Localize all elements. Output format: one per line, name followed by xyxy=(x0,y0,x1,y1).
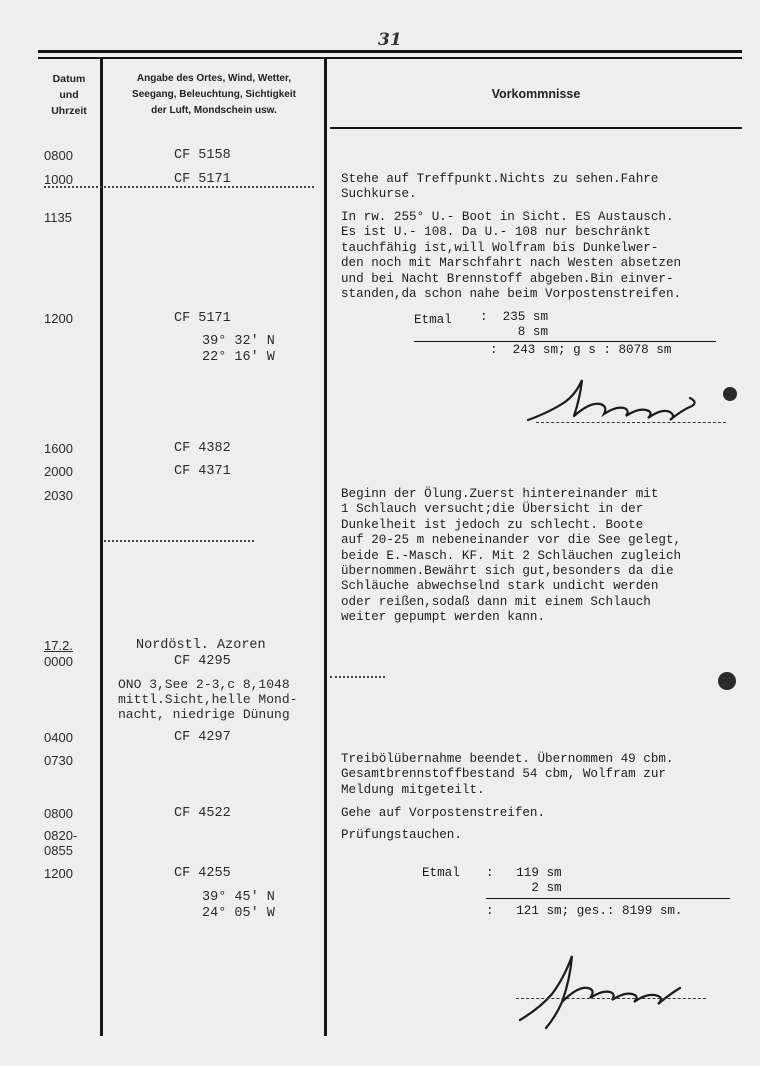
header-location-line: der Luft, Mondschein usw. xyxy=(151,105,277,116)
location-1200b: CF 4255 xyxy=(174,866,231,881)
top-rule xyxy=(38,50,742,53)
time-1600: 1600 xyxy=(44,441,73,456)
header-date-line: Uhrzeit xyxy=(51,105,87,117)
location-region: Nordöstl. Azoren xyxy=(136,638,266,653)
header-events: Vorkommnisse xyxy=(491,87,581,101)
location-0800: CF 5158 xyxy=(174,148,231,163)
event-line: übernommen.Bewährt sich gut,besonders da die xyxy=(341,564,674,579)
etmal2-line-1: : 119 sm xyxy=(486,866,562,880)
location-1200b-lat: 39° 45' N xyxy=(202,890,275,905)
etmal-label: Etmal xyxy=(414,313,452,327)
event-line: oder reißen,sodaß dann mit einem Schlauch xyxy=(341,594,651,609)
header-date xyxy=(38,71,100,119)
event-line: Stehe auf Treffpunkt.Nichts zu sehen.Fahre xyxy=(341,172,659,186)
event-line: Treibölübernahme beendet. Übernommen 49 cbm. xyxy=(341,752,674,766)
location-1000: CF 5171 xyxy=(174,172,231,187)
etmal-line-2: 8 sm xyxy=(480,325,549,339)
location-1200: CF 5171 xyxy=(174,311,231,326)
time-1000: 1000 xyxy=(44,172,73,187)
time-0400: 0400 xyxy=(44,730,73,745)
commander-signature-2 xyxy=(500,950,700,1040)
time-0730: 0730 xyxy=(44,753,73,768)
event-line: Dunkelheit ist jedoch zu schlecht. Boote xyxy=(341,517,644,532)
event-line: In rw. 255° U.- Boot in Sicht. ES Austausch. xyxy=(341,210,674,224)
signature-line-2 xyxy=(516,998,706,999)
etmal2-total: : 121 sm; ges.: 8199 sm. xyxy=(486,904,683,918)
event-line: tauchfähig ist,will Wolfram bis Dunkelwer- xyxy=(341,240,659,255)
event-line: Gesamtbrennstoffbestand 54 cbm, Wolfram zur xyxy=(341,767,666,782)
event-1135 xyxy=(341,210,681,302)
signature-line xyxy=(536,422,726,423)
event-line: auf 20-25 m nebeneinander vor die See gelegt, xyxy=(341,533,682,548)
header-location-line: Angabe des Ortes, Wind, Wetter, xyxy=(136,73,292,84)
header-date-line: Datum xyxy=(52,73,86,85)
location-1200-lat: 39° 32' N xyxy=(202,334,275,349)
col-divider-1 xyxy=(100,58,103,1036)
etmal-label-2: Etmal xyxy=(422,866,460,880)
event-2030 xyxy=(341,487,681,626)
page-number: 31 xyxy=(378,30,402,50)
etmal-line-1: : 235 sm xyxy=(480,310,549,324)
weather-line: nacht, niedrige Dünung xyxy=(118,707,290,722)
date-17-2: 17.2. xyxy=(44,638,73,653)
etmal2-sum-rule xyxy=(486,898,730,899)
dotted-rule xyxy=(330,676,385,678)
event-line: 1 Schlauch versucht;die Übersicht in der xyxy=(341,502,644,517)
top-rule-2 xyxy=(38,57,742,59)
location-1600: CF 4382 xyxy=(174,441,231,456)
event-0820: Prüfungstauchen. xyxy=(341,828,462,842)
time-0000: 0000 xyxy=(44,654,73,669)
time-1200b: 1200 xyxy=(44,866,73,881)
location-1200b-lon: 24° 05' W xyxy=(202,906,275,921)
event-line: Suchkurse. xyxy=(341,187,417,202)
time-0855: 0855 xyxy=(44,843,73,858)
event-1000 xyxy=(341,172,658,203)
commander-signature xyxy=(520,372,740,432)
location-1200-lon: 22° 16' W xyxy=(202,350,275,365)
event-line: Beginn der Ölung.Zuerst hintereinander mit xyxy=(341,487,659,501)
location-0800b: CF 4522 xyxy=(174,806,231,821)
location-0000: CF 4295 xyxy=(174,654,231,669)
time-1200: 1200 xyxy=(44,311,73,326)
time-1135: 1135 xyxy=(44,210,72,225)
header-rule xyxy=(330,127,742,129)
event-line: standen,da schon nahe beim Vorpostenstreifen. xyxy=(341,287,682,302)
location-0400: CF 4297 xyxy=(174,730,231,745)
header-date-line: und xyxy=(59,89,79,101)
col-divider-2 xyxy=(324,58,327,1036)
weather-line: ONO 3,See 2-3,c 8,1048 xyxy=(118,677,290,692)
event-line: weiter gepumpt werden kann. xyxy=(341,610,546,625)
time-0800: 0800 xyxy=(44,148,73,163)
event-0730 xyxy=(341,752,674,798)
event-line: und bei Nacht Brennstoff abgeben.Bin einver- xyxy=(341,271,674,286)
time-2030: 2030 xyxy=(44,488,73,503)
time-0800b: 0800 xyxy=(44,806,73,821)
etmal2-line-2: 2 sm xyxy=(486,881,562,895)
time-2000: 2000 xyxy=(44,464,73,479)
ink-dot xyxy=(718,672,736,690)
header-location-line: Seegang, Beleuchtung, Sichtigkeit xyxy=(132,89,296,100)
event-line: Meldung mitgeteilt. xyxy=(341,782,485,797)
event-line: Schläuche abwechselnd stark undicht werden xyxy=(341,579,659,594)
etmal-sum-rule xyxy=(414,341,716,342)
event-line: beide E.-Masch. KF. Mit 2 Schläuchen zugleich xyxy=(341,548,682,563)
dotted-rule xyxy=(104,540,254,542)
time-0820: 0820- xyxy=(44,828,78,843)
event-line: Es ist U.- 108. Da U.- 108 nur beschränkt xyxy=(341,225,651,240)
event-line: den noch mit Marschfahrt nach Westen absetzen xyxy=(341,256,682,271)
etmal-total: : 243 sm; g s : 8078 sm xyxy=(490,343,672,357)
event-0800b: Gehe auf Vorpostenstreifen. xyxy=(341,806,546,820)
weather-line: mittl.Sicht,helle Mond- xyxy=(118,692,298,707)
header-location xyxy=(104,71,324,119)
location-2000: CF 4371 xyxy=(174,464,231,479)
